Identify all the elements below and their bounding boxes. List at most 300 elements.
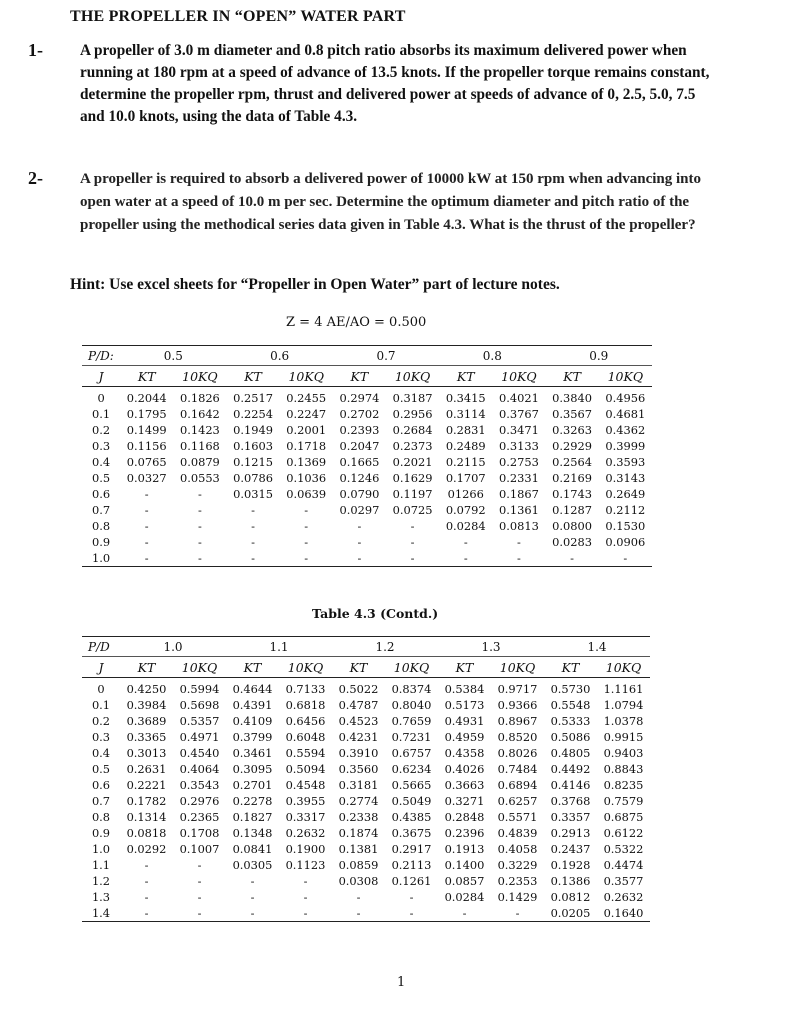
table-cell: 0.2684 [392,423,433,437]
table-cell: 0.0305 [232,858,273,872]
table-cell: 0.3229 [497,858,538,872]
j-value: 0.8 [91,810,111,824]
column-header: KT [439,366,492,387]
table-cell: 0.4058 [497,842,538,856]
table-row [82,857,650,873]
j-value: 0.5 [91,762,111,776]
table-cell: 0.5333 [550,714,591,728]
table-cell: - [410,535,415,549]
table-cell: - [333,550,386,567]
table-cell: 0.1007 [179,842,220,856]
column-header: 10KQ [599,366,652,387]
table-cell: - [491,905,544,922]
table-cell: 0.0297 [339,503,380,517]
table-cell: 0.1642 [179,407,220,421]
table-cell: 0.2956 [392,407,433,421]
table-cell: 01266 [447,487,484,501]
table-row [82,745,650,761]
j-value: 1.0 [91,842,111,856]
table-cell: 0.1718 [286,439,327,453]
table-cell: 0.0283 [552,535,593,549]
table-cell: 0.0553 [179,471,220,485]
table-cell: 0.1629 [392,471,433,485]
table-cell: 0.1314 [126,810,167,824]
table-cell: 0.1665 [339,455,380,469]
table-row [82,454,652,470]
table-cell: - [599,550,652,567]
pd-value: 0.6 [226,346,332,366]
table-cell: 0.4548 [285,778,326,792]
table-row [82,387,652,407]
j-value: 0.6 [91,778,111,792]
table-cell: 0.1913 [444,842,485,856]
table-cell: - [546,550,599,567]
table-cell: 0.1949 [233,423,273,437]
table-cell: 0.8967 [497,714,538,728]
table-cell: 0.8026 [497,746,538,760]
table-cell: - [516,535,521,549]
table-cell: 0.4026 [444,762,485,776]
table-row [82,905,650,922]
table-cell: 0.0857 [444,874,485,888]
problem-1-number: 1- [28,40,43,60]
table-cell: - [303,890,308,904]
table-cell: - [197,535,202,549]
table-cell: 0.4681 [605,407,646,421]
table-row [82,438,652,454]
table-cell: - [410,519,415,533]
table-cell: 0.8374 [391,682,432,696]
table-cell: 0.1123 [285,858,326,872]
table-cell: 0.3461 [232,746,273,760]
table-cell: 0.2047 [339,439,380,453]
table-cell: 0.1795 [126,407,167,421]
table-cell: 0.0859 [338,858,379,872]
header-row [82,657,650,678]
pd-value: 0.7 [333,346,439,366]
table-cell: - [197,858,202,872]
table-cell: - [197,519,202,533]
table-cell: 0.3471 [498,423,539,437]
column-header: KT [120,366,173,387]
table-cell: 0.3567 [552,407,593,421]
table-cell: 0.4492 [550,762,591,776]
pd-value: 1.0 [120,637,226,657]
table-cell: 0.3577 [603,874,644,888]
column-header: KT [120,657,173,678]
table-cell: 0.3133 [498,439,539,453]
table-cell: 0.8235 [603,778,644,792]
table-cell: - [120,905,173,922]
table-cell: 0.4064 [179,762,220,776]
table-cell: 0.6257 [497,794,538,808]
table-cell: 0.3181 [338,778,379,792]
table-row [82,518,652,534]
table-cell: 0.1603 [233,439,273,453]
table-cell: - [144,858,149,872]
table-cell: - [439,550,492,567]
table-row [82,486,652,502]
table-cell: 0.9366 [497,698,538,712]
table-cell: 0.2365 [179,810,220,824]
page-number: 1 [397,975,406,990]
table-cell: - [251,503,255,517]
table-cell: 0.0906 [605,535,646,549]
table-cell: 0.4109 [232,714,273,728]
table-cell: 0.5994 [179,682,220,696]
table-cell: 0.0790 [339,487,380,501]
table-cell: 0.2753 [498,455,539,469]
pd-row [82,346,652,366]
table-cell: 0.7579 [603,794,644,808]
table-row [82,889,650,905]
column-header: 10KQ [173,657,226,678]
table-cell: 0.9403 [603,746,644,760]
table-cell: - [303,874,308,888]
table-cell: 0.0327 [126,471,167,485]
j-value: 0.8 [92,519,111,533]
table-cell: - [144,890,149,904]
table-cell: 0.0292 [126,842,167,856]
table-cell: 0.3840 [552,391,593,405]
table-cell: 0.3768 [550,794,591,808]
table-cell: 0.1640 [597,905,650,922]
table-cell: 0.2278 [232,794,273,808]
table-cell: 0.1246 [339,471,380,485]
table-cell: 0.2221 [126,778,167,792]
table-cell: 0.3013 [126,746,167,760]
table-row [82,422,652,438]
table-row [82,873,650,889]
table-cell: 0.4956 [605,391,646,405]
table-cell: 0.3543 [179,778,220,792]
pd-value: 1.2 [332,637,438,657]
table-cell: 0.2974 [339,391,380,405]
table-cell: 0.2649 [605,487,646,501]
table-cell: 0.6894 [497,778,538,792]
table-cell: 0.1348 [232,826,273,840]
j-value: 0.1 [91,698,111,712]
table-cell: 0.2632 [603,890,644,904]
table-cell: 0.0284 [445,519,486,533]
j-value: 0 [97,391,105,405]
table-cell: - [304,503,309,517]
table-cell: 0.1743 [552,487,593,501]
table-row [82,777,650,793]
table-cell: 0.0205 [544,905,597,922]
j-value: 0.5 [92,471,111,485]
table-row [82,697,650,713]
j-value: 0.9 [91,826,111,840]
table-cell: 0.4523 [338,714,379,728]
table-cell: 0.5049 [391,794,432,808]
table-cell: 0.4839 [497,826,538,840]
table-cell: 1.0378 [603,714,644,728]
table-cell: 0.0841 [232,842,273,856]
table-cell: 0.3999 [605,439,646,453]
table-cell: - [144,874,149,888]
table-cell: 0.4644 [232,682,273,696]
table-cell: 0.1530 [605,519,646,533]
table-cell: 0.1874 [338,826,379,840]
table-cell: 0.3095 [232,762,273,776]
column-header: 10KQ [280,366,333,387]
header-row [82,366,652,387]
table-cell: 0.3365 [126,730,167,744]
table-cell: 0.0879 [179,455,220,469]
table-row [82,841,650,857]
table-1 [82,345,652,567]
table-cell: - [492,550,545,567]
column-header: KT [333,366,386,387]
table-cell: 0.2917 [391,842,432,856]
table-cell: - [226,905,279,922]
table-cell: 0.1156 [126,439,167,453]
table-cell: 0.2021 [392,455,433,469]
table-cell: 0.5022 [338,682,379,696]
table-cell: - [197,487,202,501]
table-cell: 0.1036 [286,471,327,485]
table-cell: 0.0812 [550,890,591,904]
column-header: 10KQ [597,657,650,678]
table-cell: - [250,890,255,904]
column-header: KT [332,657,385,678]
j-value: 0.9 [92,535,111,549]
column-header: 10KQ [492,366,545,387]
table-cell: 0.5086 [550,730,591,744]
table-cell: - [197,874,202,888]
pd-row [82,637,650,657]
table-cell: - [197,890,202,904]
table-cell: 0.2254 [233,407,273,421]
table-cell: 0.7231 [391,730,432,744]
table-row [82,809,650,825]
table-cell: 0.2113 [391,858,432,872]
table-cell: 0.0786 [233,471,273,485]
table-cell: 0.2976 [179,794,220,808]
column-header: KT [544,657,597,678]
table-cell: 0.1782 [126,794,167,808]
table-cell: 0.5730 [550,682,591,696]
table-row [82,713,650,729]
table-cell: 0.1381 [338,842,379,856]
table-cell: 0.2489 [445,439,486,453]
table-2 [82,636,650,922]
table-cell: 0.0639 [286,487,327,501]
table-cell: 0.2353 [497,874,538,888]
table-cell: 0.5384 [444,682,485,696]
table-cell: 0.2774 [338,794,379,808]
table-row [82,729,650,745]
column-header: 10KQ [491,657,544,678]
table-cell: 1.1161 [603,682,644,696]
table-cell: 0.7133 [285,682,326,696]
table-cell: - [250,874,255,888]
pd-label: P/D: [82,346,120,366]
table-cell: - [385,905,438,922]
table-cell: - [144,519,149,533]
table-cell: 0.1287 [552,503,593,517]
table-cell: - [332,905,385,922]
table-cell: 0.8520 [497,730,538,744]
table-cell: 0.4391 [232,698,273,712]
table-cell: 0.3675 [391,826,432,840]
pd-value: 1.3 [438,637,544,657]
table-cell: 0.3415 [445,391,486,405]
table-cell: 0.4358 [444,746,485,760]
table-cell: 0.3560 [338,762,379,776]
table-cell: - [226,550,279,567]
table-cell: 0.1429 [497,890,538,904]
table-cell: - [357,519,362,533]
table-cell: 0.3767 [498,407,539,421]
table-cell: 0.3143 [605,471,646,485]
column-header: KT [226,657,279,678]
table-cell: 0.3263 [552,423,593,437]
table-cell: 0.0818 [126,826,167,840]
table-cell: 0.2831 [445,423,486,437]
table-cell: 0.7659 [391,714,432,728]
table-cell: 0.0315 [233,487,273,501]
page-title: THE PROPELLER IN “OPEN” WATER PART [70,8,406,25]
table-row [82,678,650,698]
j-value: 0.1 [92,407,111,421]
table-cell: 0.2631 [126,762,167,776]
table-cell: 0.1499 [126,423,167,437]
pd-value: 1.1 [226,637,332,657]
table-cell: 0.5322 [603,842,644,856]
table-cell: 0.3689 [126,714,167,728]
problem-2-text: A propeller is required to absorb a delivered power of 10000 kW at 150 rpm when advancing into open water at a speed of 10.0 m per sec. Determine the optimum diameter and pitch ratio of the propeller using the methodical series data given in Table 4.3. What is the thrust of the propeller? [80,171,702,233]
column-header: 10KQ [173,366,226,387]
table-cell: - [279,905,332,922]
problem-1 [28,40,718,128]
table-cell: 0.2929 [552,439,593,453]
table-cell: 0.2702 [339,407,380,421]
table-cell: 0.3357 [550,810,591,824]
table-cell: 0.6757 [391,746,432,760]
table-cell: 0.5571 [497,810,538,824]
table-cell: 0.4146 [550,778,591,792]
table-cell: 0.2455 [286,391,327,405]
problem-2 [28,168,718,237]
table-row [82,825,650,841]
table-cell: 0.2848 [444,810,485,824]
table-cell: 0.6122 [603,826,644,840]
table-cell: 0.5665 [391,778,432,792]
table-cell: 0.3663 [444,778,485,792]
hint-text: Hint: Use excel sheets for “Propeller in Open Water” part of lecture notes. [70,276,560,293]
table-cell: 0.1386 [550,874,591,888]
j-value: 1.0 [82,550,120,567]
table-cell: - [120,550,173,567]
table-cell: 0.2247 [286,407,327,421]
table-cell: 0.4931 [444,714,485,728]
table-cell: 0.6234 [391,762,432,776]
table-cell: 0.0308 [338,874,379,888]
table-cell: 0.6048 [285,730,326,744]
table-cell: 0.8843 [603,762,644,776]
table-cell: 0.1168 [179,439,220,453]
table-cell: 0.1867 [498,487,539,501]
table-cell: 0.4787 [338,698,379,712]
table-cell: 0.9915 [603,730,644,744]
table-cell: 0.5357 [179,714,220,728]
table-cell: 0.4540 [179,746,220,760]
j-value: 0.3 [92,439,111,453]
table-cell: 0.9717 [497,682,538,696]
pd-value: 0.5 [120,346,226,366]
table-cell: - [438,905,491,922]
table-cell: 0.1261 [391,874,432,888]
problem-1-text: A propeller of 3.0 m diameter and 0.8 pitch ratio absorbs its maximum delivered power when running at 180 rpm at a speed of advance of 13.5 knots. If the propeller torque remains constant, determine the propeller rpm, thrust and delivered power at speeds of advance of 0, 2.5, 5.0, 7.5 and 10.0 knots, using the data of Table 4.3. [80,42,710,125]
column-header: KT [226,366,279,387]
column-header: KT [438,657,491,678]
table-cell: 0.1197 [392,487,433,501]
j-value: 0.6 [92,487,111,501]
j-value: 0.4 [91,746,111,760]
table-cell: - [463,535,468,549]
table-cell: 0.4021 [498,391,539,405]
table-cell: 0.1423 [179,423,220,437]
table-cell: 0.2331 [498,471,539,485]
table-cell: 0.0800 [552,519,593,533]
table-row [82,406,652,422]
table-cell: 1.0794 [603,698,644,712]
table-row [82,534,652,550]
table-cell: 0.4250 [126,682,167,696]
table-cell: 0.2437 [550,842,591,856]
table-cell: - [173,550,226,567]
table-row [82,502,652,518]
pd-value: 1.4 [544,637,650,657]
j-value: 0 [97,682,105,696]
table-cell: 0.4362 [605,423,646,437]
table-cell: 0.1369 [286,455,327,469]
table-cell: 0.4959 [444,730,485,744]
table-cell: 0.1361 [498,503,539,517]
table-2-caption: Table 4.3 (Contd.) [312,606,439,621]
table-cell: 0.1708 [179,826,220,840]
table-cell: 0.4805 [550,746,591,760]
table-cell: - [251,519,255,533]
table-cell: - [280,550,333,567]
column-header: 10KQ [386,366,439,387]
table-cell: 0.2001 [286,423,327,437]
table-cell: 0.4385 [391,810,432,824]
table-cell: 0.2169 [552,471,593,485]
table-cell: 0.4474 [603,858,644,872]
table-cell: 0.1400 [444,858,485,872]
table-cell: 0.0813 [498,519,539,533]
table-cell: - [144,487,149,501]
table-1-caption: Z = 4 AE/AO = 0.500 [286,315,427,330]
table-cell: 0.3593 [605,455,646,469]
table-cell: 0.8040 [391,698,432,712]
table-cell: 0.2913 [550,826,591,840]
table-cell: - [173,905,226,922]
table-cell: 0.5594 [285,746,326,760]
table-cell: - [144,503,149,517]
table-cell: 0.3114 [445,407,486,421]
j-value: 0.7 [92,503,111,517]
table-cell: - [357,535,362,549]
table-cell: 0.7484 [497,762,538,776]
table-cell: 0.2632 [285,826,326,840]
table-cell: 0.3271 [444,794,485,808]
pd-value: 0.9 [546,346,653,366]
table-row [82,793,650,809]
